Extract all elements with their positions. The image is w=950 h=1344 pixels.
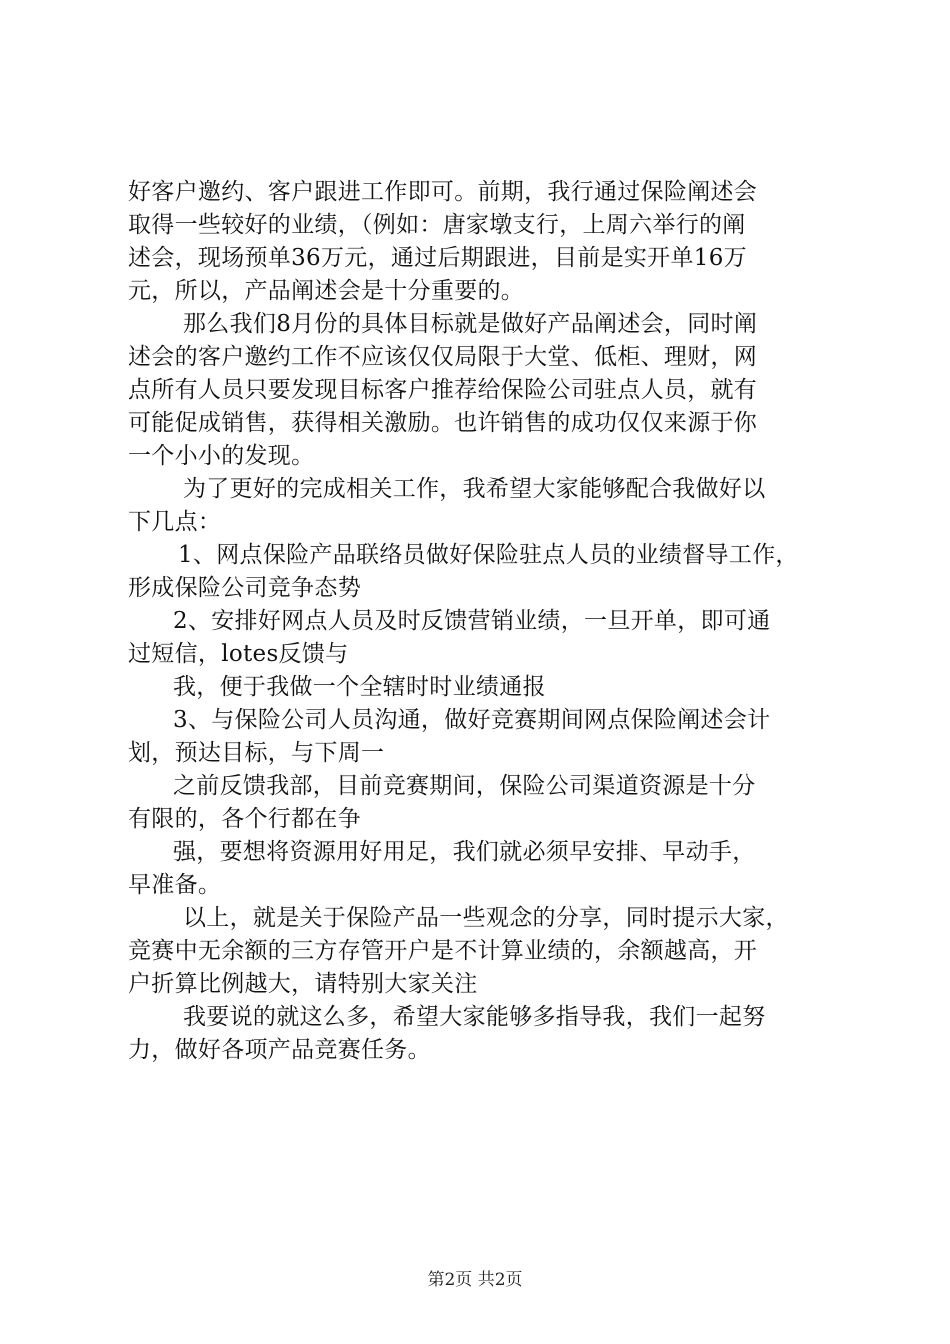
text-line: 力，做好各项产品竞赛任务。 (128, 1037, 431, 1063)
list-item-2: 2、安排好网点人员及时反馈营销业绩，一旦开单，即可通 (173, 608, 771, 634)
text-line: 点所有人员只要发现目标客户推荐给保险公司驻点人员，就有 (128, 377, 758, 403)
text-line: 一个小小的发现。 (128, 443, 315, 469)
text-line: 划，预达目标，与下周一 (128, 740, 385, 766)
document-body (128, 176, 838, 1067)
paragraph-start-line: 那么我们8月份的具体目标就是做好产品阐述会，同时阐 (183, 311, 758, 337)
paragraph-start-line: 为了更好的完成相关工作，我希望大家能够配合我做好以 (183, 476, 766, 502)
text-line: 早准备。 (128, 872, 222, 898)
text-line: 取得一些较好的业绩，（例如：唐家墩支行，上周六举行的阐 (128, 212, 746, 238)
list-item-1: 1、网点保险产品联络员做好保险驻点人员的业绩督导工作， (178, 542, 799, 568)
text-line: 有限的，各个行都在争 (128, 806, 361, 832)
list-item-3: 3、与保险公司人员沟通，做好竞赛期间网点保险阐述会计 (173, 707, 771, 733)
text-line: 形成保险公司竞争态势 (128, 575, 361, 601)
paragraph-start-line: 以上，就是关于保险产品一些观念的分享，同时提示大家， (183, 905, 789, 931)
text-line: 可能促成销售，获得相关激励。也许销售的成功仅仅来源于你 (128, 410, 758, 436)
text-line: 好客户邀约、客户跟进工作即可。前期，我行通过保险阐述会 (128, 179, 758, 205)
text-line: 元，所以，产品阐述会是十分重要的。 (128, 278, 525, 304)
text-line: 之前反馈我部，目前竞赛期间，保险公司渠道资源是十分 (173, 773, 756, 799)
text-line: 强，要想将资源用好用足，我们就必须早安排、早动手， (173, 839, 756, 865)
text-line: 过短信，lotes反馈与 (128, 641, 349, 667)
text-line: 述会，现场预单36万元，通过后期跟进，目前是实开单16万 (128, 245, 747, 271)
page-number-footer: 第2页 共2页 (427, 1270, 523, 1290)
paragraph-start-line: 我要说的就这么多，希望大家能够多指导我，我们一起努 (183, 1004, 766, 1030)
text-line: 述会的客户邀约工作不应该仅仅局限于大堂、低柜、理财，网 (128, 344, 758, 370)
text-line: 竞赛中无余额的三方存管开户是不计算业绩的，余额越高，开 (128, 938, 758, 964)
text-line: 我，便于我做一个全辖时时业绩通报 (173, 674, 546, 700)
text-line: 下几点： (128, 509, 222, 535)
text-line: 户折算比例越大，请特别大家关注 (128, 971, 478, 997)
